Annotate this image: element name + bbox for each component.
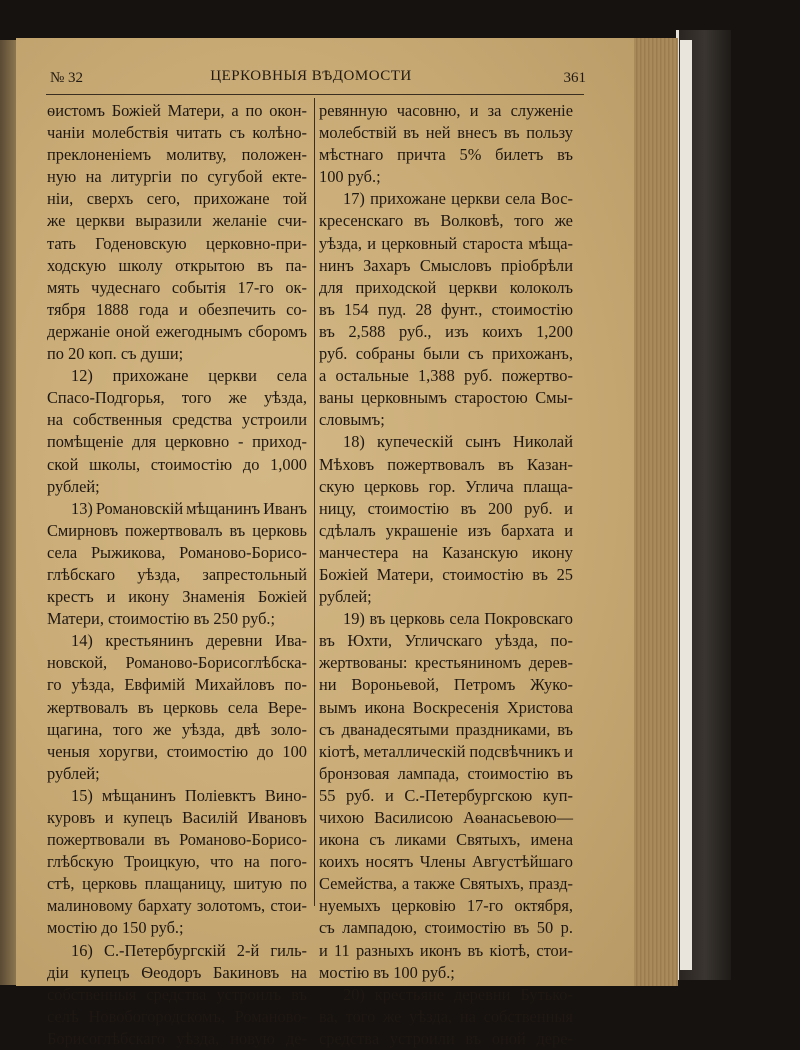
text-line: ваны церковнымъ старостою Смы- — [319, 388, 573, 408]
text-line: скую церковь гор. Углича плаща- — [319, 476, 573, 496]
text-line: мостію въ 100 руб.; — [319, 962, 455, 982]
text-line: ницу, стоимостію въ 200 руб. и — [319, 498, 573, 518]
text-line: Мѣховъ пожертвовалъ въ Казан- — [319, 454, 573, 474]
text-line: Матери, стоимостію въ 250 руб.; — [47, 609, 276, 629]
text-line: ва, того же уѣзда, на собственныя — [319, 1006, 573, 1026]
text-line: 100 руб.; — [319, 167, 381, 187]
text-line: въ Юхти, Угличскаго уѣзда, по- — [319, 631, 573, 651]
text-line: собственныя средства устроилъ въ — [47, 984, 307, 1004]
text-line: Борисоглѣбскаго уѣзда, новую де- — [47, 1028, 307, 1048]
text-line: и 11 разныхъ иконъ въ кіотѣ, стои- — [319, 940, 573, 960]
text-line: кресенскаго въ Волковѣ, того же — [319, 211, 573, 231]
text-line: пожертвовали въ Романово-Борисо- — [47, 830, 307, 850]
text-line: тября 1888 года и обезпечить со- — [47, 299, 307, 319]
text-line: для приходской церкви колоколъ — [319, 277, 573, 297]
text-line: рублей; — [47, 763, 100, 783]
text-line: мостію до 150 руб.; — [47, 918, 184, 938]
text-line: стѣ, церковь плащаницу, шитую по — [47, 874, 307, 894]
text-line: уѣзда, и церковный староста мѣща- — [319, 233, 573, 253]
text-line: манчестера на Казанскую икону — [319, 542, 573, 562]
text-line: 12) прихожане церкви села — [71, 366, 307, 386]
text-line: ную на литургіи по сугубой екте- — [47, 167, 307, 187]
running-title: ЦЕРКОВНЫЯ ВѢДОМОСТИ — [210, 68, 412, 84]
page-header — [36, 62, 586, 88]
text-line: ской школы, стоимостію до 1,000 — [47, 454, 307, 474]
book-page-edge — [680, 40, 692, 970]
text-line: сдѣлалъ украшеніе изъ бархата и — [319, 520, 573, 540]
text-line: глѣбскую Троицкую, что на пого- — [47, 852, 307, 872]
text-line: тать Годеновскую церковно-при- — [47, 233, 307, 253]
text-line: малиновому бархату золотомъ, стои- — [47, 896, 307, 916]
text-line: Семейства, а также Святыхъ, празд- — [319, 874, 573, 894]
column-divider — [314, 98, 315, 906]
text-line: рублей; — [319, 587, 372, 607]
text-line: коихъ носятъ Члены Августѣйшаго — [319, 852, 573, 872]
text-line: села Рыжикова, Романово-Борисо- — [47, 542, 307, 562]
text-line: Спасо-Подгорья, того же уѣзда, — [47, 388, 307, 408]
text-line: глѣбскаго уѣзда, запрестольный — [47, 564, 307, 584]
text-line: бронзовая лампада, стоимостію въ — [319, 763, 573, 783]
text-line: жертвованы: крестьяниномъ дерев- — [319, 653, 573, 673]
book-left-edge — [0, 40, 16, 985]
text-line: помѣщеніе для церковно - приход- — [47, 432, 307, 452]
left-column — [47, 100, 307, 1050]
text-line: рублей; — [47, 476, 100, 496]
text-line: преклоненіемъ молитву, положен- — [47, 145, 307, 165]
text-line: въ 2,588 руб., изъ коихъ 1,200 — [319, 321, 573, 341]
text-line: го уѣзда, Евфимій Михайловъ по- — [47, 675, 307, 695]
text-line: средства устроили въ оной дере- — [319, 1028, 573, 1048]
text-line: 14) крестьянинъ деревни Ива- — [71, 631, 307, 651]
text-line: на собственныя средства устроили — [47, 410, 307, 430]
issue-number: № 32 — [50, 70, 84, 86]
text-line: жертвовалъ въ церковь села Вере- — [47, 697, 307, 717]
text-line: по 20 коп. съ души; — [47, 344, 184, 364]
text-line: селѣ Новобогородскомъ, Романово- — [47, 1006, 307, 1026]
text-line: икона съ ликами Святыхъ, имена — [319, 830, 573, 850]
text-line: новской, Романово-Борисоглѣбска- — [47, 653, 307, 673]
text-line: Смирновъ пожертвовалъ въ церковь — [47, 520, 307, 540]
text-line: молебствій въ ней внесъ въ пользу — [319, 123, 573, 143]
text-line: чихою Василисою Аѳанасьевою— — [319, 808, 573, 827]
text-line: чаніи молебствія читать съ колѣно- — [47, 123, 307, 143]
page-stack — [630, 38, 678, 986]
header-rule — [46, 94, 584, 95]
text-line: нуемыхъ церковію 17-го октября, — [319, 896, 573, 916]
text-line: съ лампадою, стоимостію въ 50 р. — [319, 918, 573, 938]
text-line: 17) прихожане церкви села Вос- — [343, 189, 573, 209]
page-number: 361 — [563, 70, 586, 86]
text-line: нинъ Захаръ Смысловъ пріобрѣли — [319, 255, 573, 275]
text-line: ніи, сверхъ сего, прихожане той — [47, 189, 307, 209]
text-line: мѣстнаго причта 5% билетъ въ — [319, 145, 573, 165]
text-line: 55 руб. и С.-Петербургскою куп- — [319, 785, 573, 805]
text-line: 15) мѣщанинъ Поліевктъ Вино- — [71, 785, 307, 805]
text-line: щагина, того же уѣзда, двѣ золо- — [47, 719, 307, 739]
text-line: вымъ икона Воскресенія Христова — [319, 697, 573, 717]
text-line: ченыя хоругви, стоимостію до 100 — [47, 741, 307, 761]
text-line: ни Вороньевой, Петромъ Жуко- — [319, 675, 573, 695]
text-line: крестъ и икону Знаменія Божіей — [47, 587, 307, 607]
text-line: въ 154 пуд. 28 фунт., стоимостію — [319, 299, 573, 319]
text-line: 19) въ церковь села Покровскаго — [343, 609, 573, 629]
text-line: куровъ и купецъ Василій Ивановъ — [47, 808, 307, 827]
text-line: съ дванадесятыми праздниками, въ — [319, 719, 573, 739]
text-line: словымъ; — [319, 410, 385, 430]
text-line: ходскую школу открытою въ па- — [47, 255, 307, 275]
text-line: 16) С.-Петербургскій 2-й гиль- — [71, 940, 307, 960]
right-column — [319, 100, 573, 1050]
text-line: держаніе оной ежегоднымъ сборомъ — [47, 321, 307, 341]
text-line: ревянную часовню, и за служеніе — [319, 101, 573, 120]
text-line: а остальные 1,388 руб. пожертво- — [319, 366, 573, 386]
text-line: кіотѣ, металлическій подсвѣчникъ и — [319, 741, 573, 761]
text-line: 18) купеческій сынъ Николай — [343, 432, 573, 452]
text-line: 13) Романовскій мѣщанинъ Иванъ — [71, 498, 307, 518]
text-line: мять чудеснаго событія 17-го ок- — [47, 277, 307, 297]
text-line: ѳистомъ Божіей Матери, а по окон- — [47, 101, 307, 120]
text-line: же церкви выразили желаніе счи- — [47, 211, 307, 231]
text-line: 20) крестьяне деревни Бутько- — [343, 984, 573, 1004]
text-line: руб. собраны были съ прихожанъ, — [319, 344, 573, 364]
text-line: Божіей Матери, стоимостію въ 25 — [319, 564, 573, 584]
text-line: діи купецъ Ѳеодоръ Бакиновъ на — [47, 962, 307, 982]
